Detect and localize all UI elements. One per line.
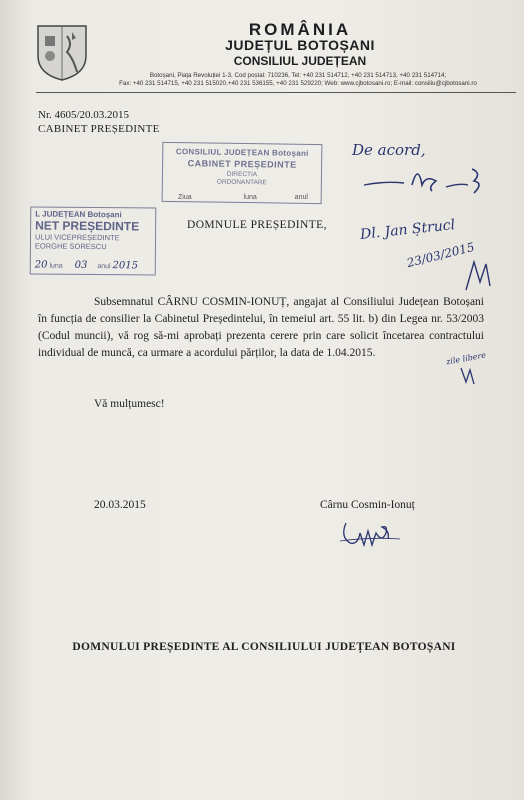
- department-name: CABINET PREȘEDINTE: [38, 123, 160, 135]
- vp-note-text: Dl. Jan Ștrucl: [359, 217, 456, 243]
- stamp-line4: ORDONANTARE: [216, 178, 267, 187]
- header-divider: [36, 92, 516, 93]
- request-date: 20.03.2015: [94, 499, 146, 511]
- header-county: JUDEȚUL BOTOȘANI: [225, 37, 375, 53]
- header-council: CONSILIUL JUDEȚEAN: [233, 54, 367, 68]
- registration-number: Nr. 4605/20.03.2015: [38, 109, 130, 121]
- header-address-line1: Botoșani, Piața Revoluției 1-3, Cod poștal: 710236, Tel: +40 231 514712, +40 231 514713, +40 231 514714;: [149, 72, 447, 79]
- stamp-day-label: Ziua: [178, 194, 192, 201]
- margin-initials: [458, 364, 482, 386]
- vp-stamp-day: 20: [34, 259, 48, 271]
- vp-stamp-date: [35, 259, 138, 271]
- margin-annotation: zile libere: [445, 350, 487, 367]
- stamp-month-label: luna: [243, 194, 257, 201]
- request-paragraph: Subsemnatul CÂRNU COSMIN-IONUȚ, angajat al Consiliului Județean Botoșani în funcția de consilier la Cabinetul Președintelui, în temeiul art. 55 lit. b) din Legea nr. 53/2003 (Codul muncii), vă rog să-mi aprobați prezenta cerere prin care solicit încetarea contractului individual de muncă, ca urmare a acordului părților, la data de 1.04.2015.: [38, 296, 484, 359]
- vicepresident-annotation: [359, 217, 510, 292]
- approval-text: De acord,: [352, 141, 426, 159]
- vp-note-signature: [460, 256, 500, 296]
- header-address-line2: Fax: +40 231 514715, +40 231 515020,+40 231 536155, +40 231 529220; Web: www.cjbotosani.ro; E-mail: consiliu@cjbotosani.ro: [119, 80, 477, 87]
- vp-stamp-month: 03: [74, 259, 88, 271]
- vicepresident-stamp: [30, 206, 157, 275]
- request-body: [38, 294, 484, 362]
- vp-stamp-month-label: luna: [49, 262, 63, 270]
- salutation: DOMNULE PREȘEDINTE,: [187, 219, 327, 231]
- approval-annotation: [350, 141, 500, 201]
- vp-stamp-line2: NET PREȘEDINTE: [35, 218, 140, 234]
- stamp-line2: CABINET PREȘEDINTE: [187, 158, 297, 170]
- stamp-line1: CONSILIUL JUDEȚEAN Botoșani: [175, 147, 309, 158]
- vp-stamp-line4: EORGHE SORESCU: [34, 241, 107, 252]
- vp-stamp-year: 2015: [112, 260, 139, 272]
- addressee-line: DOMNULUI PREȘEDINTE AL CONSILIULUI JUDEȚEAN BOTOȘANI: [72, 641, 456, 653]
- stamp-date-row: [178, 194, 308, 201]
- signatory-name: Cârnu Cosmin-Ionuț: [320, 499, 415, 511]
- stamp-year-label: anul: [294, 194, 308, 201]
- approval-signature: [350, 155, 500, 201]
- header-country: ROMÂNIA: [248, 20, 352, 39]
- vp-stamp-year-label: anul: [97, 263, 111, 271]
- vp-note-date: 23/03/2015: [405, 239, 476, 271]
- closing-thanks: Vă mulțumesc!: [94, 398, 165, 410]
- handwritten-signature: [338, 515, 402, 549]
- stamp-line3: DIRECTIA: [226, 170, 258, 179]
- vp-stamp-line1: L JUDEȚEAN Botoșani: [35, 209, 122, 220]
- vp-stamp-line3: ULUI VICEPREȘEDINTE: [34, 232, 120, 243]
